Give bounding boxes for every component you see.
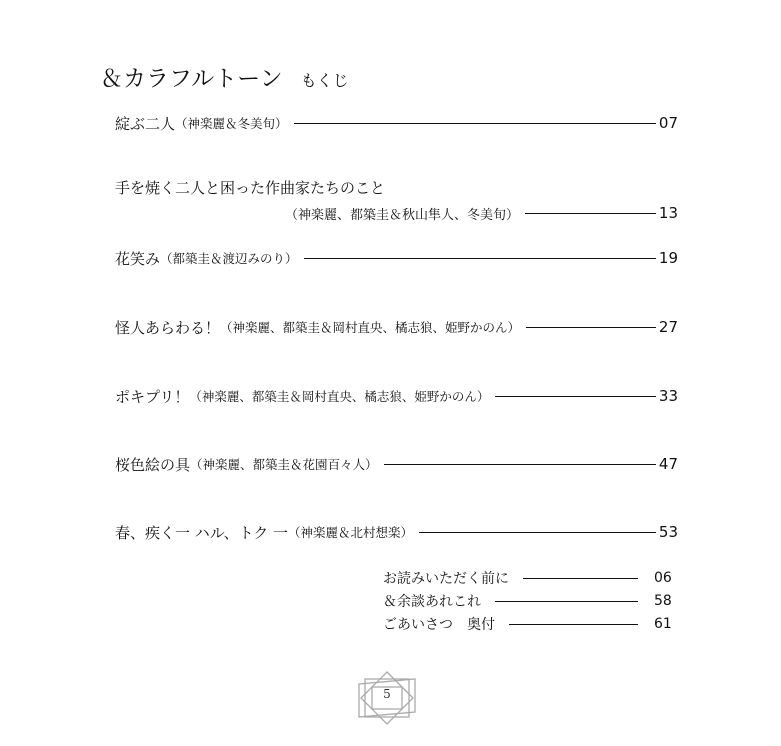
leader-line: [509, 624, 638, 625]
entry-page: 47: [658, 455, 678, 473]
entry-title: ポキプリ！: [115, 387, 190, 406]
entry-title: 綻ぶ二人: [115, 114, 176, 133]
toc-entry[interactable]: [115, 385, 678, 407]
extra-entry[interactable]: [383, 568, 678, 588]
leader-line: [523, 578, 638, 579]
leader-line: [495, 396, 655, 397]
entry-cast: （神楽麗、都築圭＆岡村直央、橘志狼、姫野かのん）: [189, 389, 490, 404]
leader-line: [384, 464, 656, 465]
entry-title: 春、疾く一 ハル、トク 一: [115, 523, 289, 542]
leader-line: [526, 327, 656, 328]
entry-page: 13: [658, 204, 678, 222]
entry-cast: （神楽麗、都築圭＆岡村直央、橘志狼、姫野かのん）: [220, 320, 521, 335]
page-number: 5: [383, 687, 391, 701]
title-text: ＆カラフルトーン: [100, 66, 283, 92]
extra-page: 58: [654, 593, 672, 609]
leader-line: [294, 123, 656, 124]
entry-page: 27: [658, 318, 678, 336]
toc-entry[interactable]: [115, 521, 678, 543]
entry-cast: （神楽麗、都築圭＆秋山隼人、冬美旬）: [285, 207, 520, 223]
toc-entry[interactable]: [115, 202, 678, 224]
entry-title[interactable]: 手を焼く二人と困った作曲家たちのこと: [115, 179, 386, 197]
extra-page: 61: [654, 616, 672, 632]
extra-title: ごあいさつ 奥付: [383, 617, 495, 633]
subtitle: もくじ: [300, 71, 349, 90]
entry-page: 53: [658, 523, 678, 541]
leader-line: [495, 601, 638, 602]
extra-entry[interactable]: [383, 614, 678, 634]
entry-title: 桜色絵の具: [115, 455, 191, 474]
entry-page: 07: [658, 114, 678, 132]
toc-entry[interactable]: [115, 316, 678, 338]
entry-title: 怪人あらわる！: [115, 318, 221, 337]
leader-line: [525, 213, 656, 214]
leader-line: [419, 532, 656, 533]
page-title: [100, 60, 349, 93]
toc-entry[interactable]: [115, 112, 678, 134]
entry-page: 19: [658, 249, 678, 267]
entry-cast: （神楽麗、都築圭＆花園百々人）: [190, 457, 378, 472]
toc-entry[interactable]: [115, 247, 678, 269]
toc-entry[interactable]: [115, 453, 678, 475]
entry-cast: （都築圭＆渡辺みのり）: [160, 251, 298, 266]
entry-page: 33: [658, 387, 678, 405]
extra-entry[interactable]: [383, 591, 678, 611]
extra-title: ＆余談あれこれ: [383, 594, 481, 610]
extra-page: 06: [654, 570, 672, 586]
entry-cast: （神楽麗＆冬美旬）: [175, 116, 288, 131]
entry-cast: （神楽麗＆北村想楽）: [288, 525, 414, 540]
entry-title: 花笑み: [115, 249, 161, 268]
extra-title: お読みいただく前に: [383, 571, 509, 587]
leader-line: [304, 258, 656, 259]
